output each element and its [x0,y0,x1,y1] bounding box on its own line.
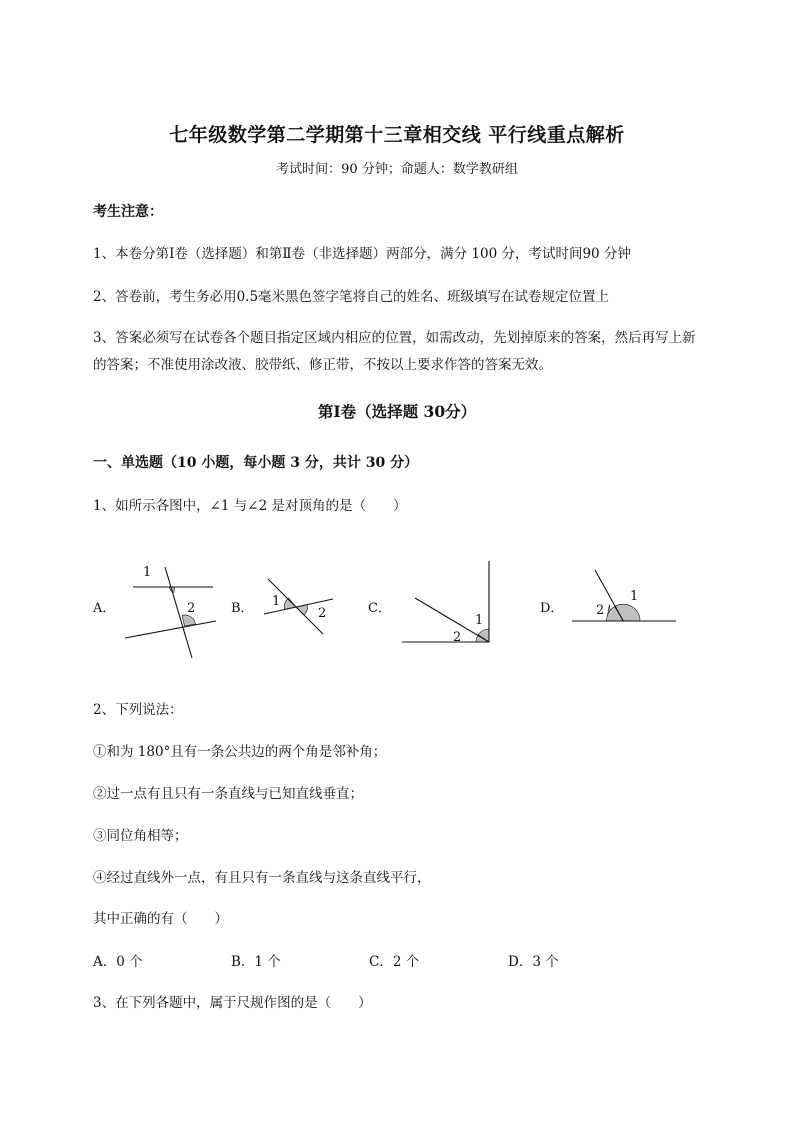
figure-c [402,561,489,645]
part-title: 一、单选题（10 小题，每小题 3 分，共计 30 分） [93,455,419,471]
figure-c-label-1: 1 [475,613,484,628]
figure-a [125,565,216,658]
q1-option-c-label: C． [368,601,391,616]
q2-prompt: 其中正确的有（ ） [93,911,228,927]
question-1-stem: 1、如所示各图中，∠1 与∠2 是对顶角的是（ ） [93,498,407,514]
q2-option-a: A．0 个 [93,954,143,970]
figure-b-label-2: 2 [318,606,327,621]
q1-option-a-label: A． [93,601,116,616]
figure-a-angle-2 [182,615,195,626]
question-3-stem: 3、在下列各题中，属于尺规作图的是（ ） [93,995,372,1011]
notice-heading: 考生注意： [93,204,163,220]
notice-item-2: 2、答卷前，考生务必用0.5毫米黑色签字笔将自己的姓名、班级填写在试卷规定位置上 [93,289,610,305]
q2-option-c: C．2 个 [369,954,420,970]
figure-d-label-1: 1 [630,589,639,604]
q2-statement-3: ③同位角相等； [93,828,188,844]
figure-c-label-2: 2 [453,630,462,645]
figure-b-label-1: 1 [272,594,281,609]
figure-a-line-bottom [125,621,216,638]
notice-item-1: 1、本卷分第Ⅰ卷（选择题）和第Ⅱ卷（非选择题）两部分，满分 100 分，考试时间90 分钟 [93,246,631,262]
notice-item-3: 3、答案必须写在试卷各个题目指定区域内相应的位置，如需改动，先划掉原来的答案，然后再写上新 [93,330,696,346]
q2-option-b: B．1 个 [231,954,281,970]
q2-statement-2: ②过一点有且只有一条直线与已知直线垂直； [93,786,363,802]
q2-statement-1: ①和为 180°且有一条公共边的两个角是邻补角； [93,744,387,760]
q2-statement-4: ④经过直线外一点，有且只有一条直线与这条直线平行， [93,870,431,886]
page-title: 七年级数学第二学期第十三章相交线 平行线重点解析 [169,124,625,146]
q1-option-b-label: B． [231,601,254,616]
section-title: 第Ⅰ卷（选择题 30分） [317,402,477,421]
figure-a-label-2: 2 [187,601,196,616]
exam-info: 考试时间：90 分钟；命题人：数学教研组 [276,162,518,177]
figure-d [572,570,676,621]
question-2-stem: 2、下列说法： [93,702,183,718]
notice-item-3-cont: 的答案；不准使用涂改液、胶带纸、修正带，不按以上要求作答的答案无效。 [93,357,552,373]
figure-d-label-2: 2 [596,603,605,618]
q2-option-d: D．3 个 [508,954,559,970]
figure-a-label-1: 1 [143,565,152,580]
figure-b [264,579,333,634]
q1-option-d-label: D． [540,601,564,616]
